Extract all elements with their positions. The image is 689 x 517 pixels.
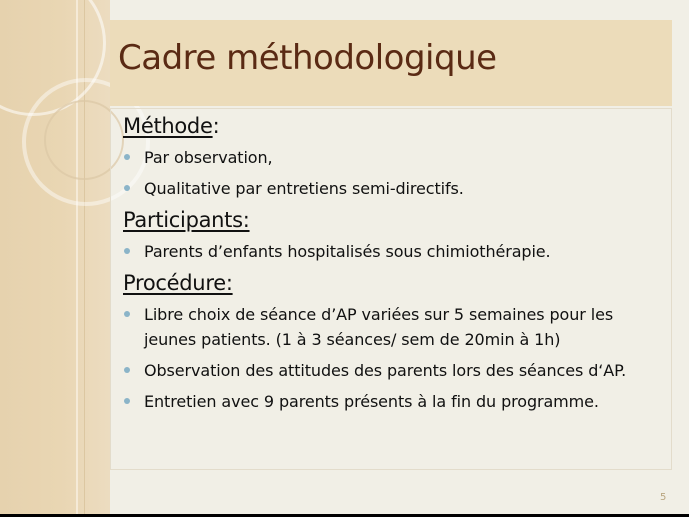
list-item: Observation des attitudes des parents lors des séances d‘AP. [123,358,663,383]
list-item: Libre choix de séance d’AP variées sur 5 semaines pour les jeunes patients. (1 à 3 séances/ sem de 20min à 1h) [123,302,663,352]
section-heading-procedure: Procédure: [123,271,233,295]
bullet-icon [124,154,130,160]
bullet-icon [124,311,130,317]
bullet-icon [124,367,130,373]
section-heading-participants: Participants: [123,208,250,232]
list-item: Par observation, [123,145,663,170]
page-number: 5 [660,492,667,503]
title-band [110,20,672,106]
list-item: Entretien avec 9 parents présents à la fin du programme. [123,389,663,414]
bullet-icon [124,185,130,191]
list-item: Qualitative par entretiens semi-directifs. [123,176,663,201]
bullet-icon [124,248,130,254]
slide-title: Cadre méthodologique [118,38,497,78]
bullet-icon [124,398,130,404]
slide-content [123,113,663,414]
list-item: Parents d’enfants hospitalisés sous chimiothérapie. [123,239,663,264]
section-heading-methode: Méthode: [123,114,220,138]
